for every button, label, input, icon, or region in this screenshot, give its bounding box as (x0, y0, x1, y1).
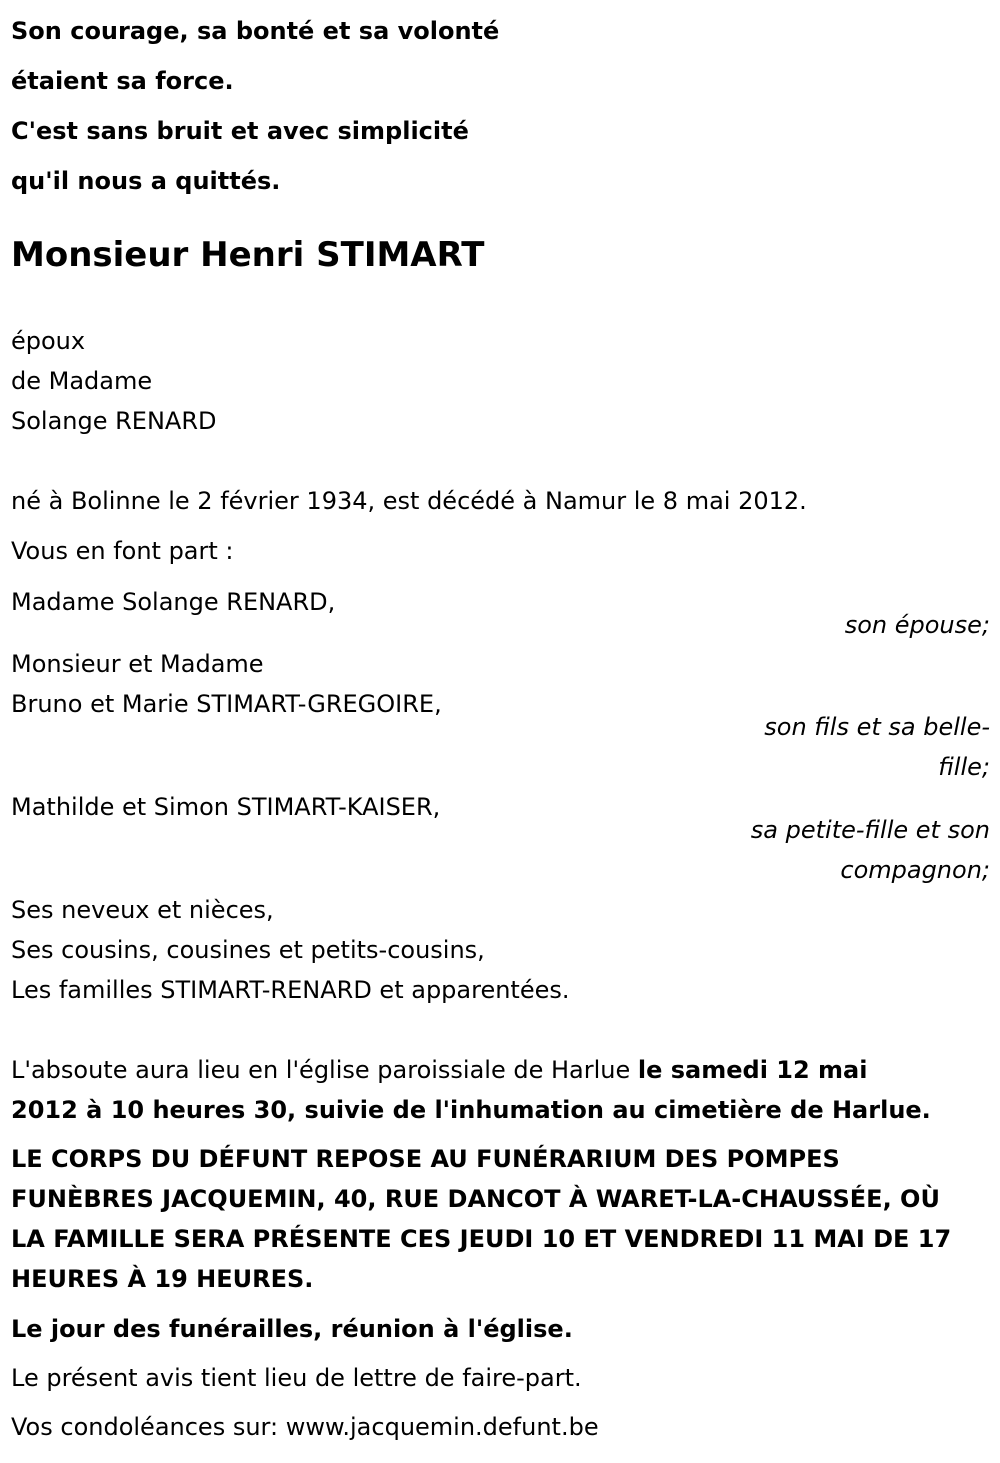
meeting-line: Le jour des funérailles, réunion à l'église. (11, 1315, 573, 1343)
other-relatives-line: Ses cousins, cousines et petits-cousins, (11, 936, 485, 964)
absoute-plain: L'absoute aura lieu en l'église paroissiale de Harlue (11, 1056, 638, 1084)
member-name: Madame Solange RENARD, (11, 588, 336, 616)
funerarium-line: HEURES À 19 HEURES. (11, 1265, 314, 1293)
absoute-date: le samedi 12 mai (637, 1056, 868, 1084)
absoute-line-2: 2012 à 10 heures 30, suivie de l'inhumation au cimetière de Harlue. (11, 1096, 931, 1124)
condolences-line: Vos condoléances sur: www.jacquemin.defunt.be (11, 1413, 599, 1441)
member-relation: son fils et sa belle- (764, 713, 990, 741)
member-relation: sa petite-fille et son (750, 816, 990, 844)
member-name: Monsieur et Madame (11, 650, 264, 678)
poem-line: étaient sa force. (11, 67, 234, 95)
family-member-granddaughter (11, 787, 990, 890)
other-relatives-line: Ses neveux et nièces, (11, 896, 274, 924)
member-relation: son épouse; (844, 611, 990, 639)
absoute-announcement (11, 1050, 990, 1130)
other-relatives-line: Les familles STIMART-RENARD et apparentées. (11, 976, 570, 1004)
member-name: Mathilde et Simon STIMART-KAISER, (11, 793, 441, 821)
birth-death-line: né à Bolinne le 2 février 1934, est décédé à Namur le 8 mai 2012. (11, 487, 807, 515)
funerarium-line: LA FAMILLE SERA PRÉSENTE CES JEUDI 10 ET VENDREDI 11 MAI DE 17 (11, 1225, 952, 1253)
epitaph-poem (11, 6, 499, 206)
birth-death-text (11, 481, 990, 521)
funerarium-line: FUNÈBRES JACQUEMIN, 40, RUE DANCOT À WARET-LA-CHAUSSÉE, OÙ (11, 1185, 940, 1213)
meeting-notice (11, 1309, 990, 1349)
family-others (11, 890, 990, 1010)
family-member-spouse (11, 582, 990, 645)
spouse-line: de Madame (11, 367, 153, 395)
funerarium-notice (11, 1139, 990, 1299)
member-relation: compagnon; (840, 856, 990, 884)
funerarium-line: LE CORPS DU DÉFUNT REPOSE AU FUNÉRARIUM DES POMPES (11, 1145, 840, 1173)
absoute-line-1 (11, 1050, 990, 1090)
member-relation: fille; (938, 753, 990, 781)
poem-line: qu'il nous a quittés. (11, 167, 281, 195)
poem-line: Son courage, sa bonté et sa volonté (11, 17, 500, 45)
family-intro-line: Vous en font part : (11, 537, 234, 565)
family-intro (11, 531, 990, 571)
notice-line: Le présent avis tient lieu de lettre de faire-part. (11, 1364, 582, 1392)
condolences-notice (11, 1407, 990, 1447)
deceased-name: Monsieur Henri STIMART (11, 235, 485, 275)
member-name: Bruno et Marie STIMART-GREGOIRE, (11, 690, 442, 718)
spouse-line: Solange RENARD (11, 407, 217, 435)
family-member-son (11, 644, 990, 787)
faire-part-notice (11, 1358, 990, 1398)
poem-line: C'est sans bruit et avec simplicité (11, 117, 469, 145)
spouse-line: époux (11, 327, 86, 355)
spouse-block (11, 321, 990, 441)
